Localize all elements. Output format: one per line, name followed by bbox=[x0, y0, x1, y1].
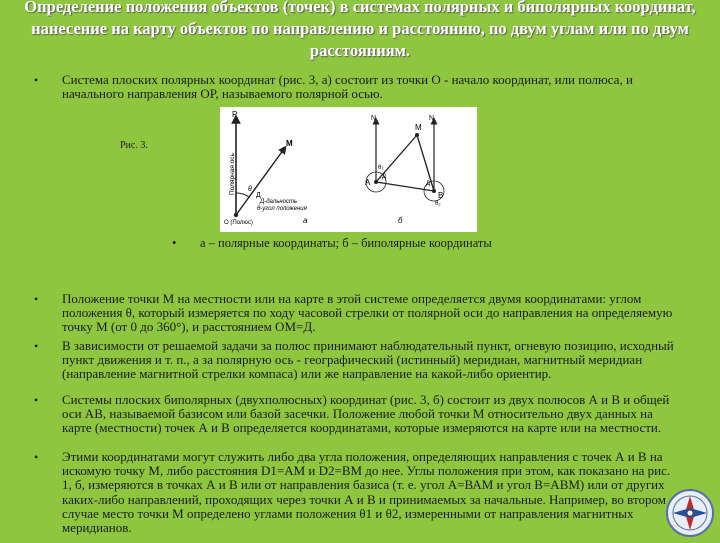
bullet-text-4: Этими координатами могут служить либо два угла положения, определяющих направления с точек А и В на искомую точку М, либо расстояния D1=AM и D2=BM до нее. Углы положения при этом, как показано на рис. 1, б, измеряются в точках А и В или от направления базиса (т. е. угол А=ВАМ и угол В=АВМ) или от других каких-либо направлений, проходящих через точки А и В и принимаемых за начальные. Например, во втором случае место точки М определено углами положения θ1 и θ2, измеренными от направления магнитных меридианов. bbox=[62, 449, 671, 536]
bullet-dot: • bbox=[34, 73, 39, 87]
label-n2: N bbox=[429, 115, 435, 122]
label-d1: Д bbox=[382, 174, 387, 180]
label-dalnost: Д-дальность bbox=[260, 199, 298, 205]
figure-label: Рис. 3. bbox=[120, 140, 148, 151]
label-m: М bbox=[286, 139, 293, 148]
bullet-text-3: Системы плоских биполярных (двухполюсных) координат (рис. 3, б) состоит из двух полюсов А и В и общей оси АВ, называемой базисом или базой засечки. Положение любой точки М относительно двух данных на карте (местности) точек А и В определяется координатами, которые измеряются на карте или на местности. bbox=[62, 392, 670, 436]
label-theta1: θ₁ bbox=[378, 165, 384, 171]
bullet-dot: • bbox=[34, 339, 39, 353]
label-b: В bbox=[438, 191, 444, 200]
bullet-dot: • bbox=[34, 393, 39, 407]
bullet-text-2: В зависимости от решаемой задачи за полюс принимают наблюдательный пункт, огневую позицию, исходный пункт движения и т. п., а за полярную ось - географический (истинный) меридиан, магнитный меридиан (направление магнитной стрелки компаса) или же направление на какой-либо ориентир. bbox=[62, 338, 674, 382]
point-a bbox=[374, 180, 378, 184]
label-theta2: θ₂ bbox=[435, 201, 441, 207]
label-a: А bbox=[365, 178, 371, 187]
label-o: О (Полюс) bbox=[224, 220, 253, 226]
label-ugol: θ-угол положения bbox=[257, 206, 307, 212]
label-sub-a: а bbox=[303, 216, 308, 225]
pole-o bbox=[234, 213, 238, 217]
point-m-b bbox=[415, 133, 419, 137]
label-p: Р bbox=[232, 110, 238, 119]
bullet-dot: • bbox=[34, 292, 39, 306]
bullet-text-1: Положение точки М на местности или на карте в этой системе определяется двумя координатами: углом положения θ, который измеряется по ходу часовой стрелки от полярной оси до направления на определяемую точку М (от 0 до 360°), и расстоянием ОМ=Д. bbox=[62, 291, 673, 335]
caption-text: а – полярные координаты; б – биполярные координаты bbox=[200, 236, 492, 250]
label-m-b: М bbox=[415, 123, 422, 132]
label-d2: Д bbox=[426, 181, 431, 187]
label-d: Д bbox=[256, 192, 261, 199]
label-theta: θ bbox=[248, 186, 252, 193]
label-axis: Полярная ось bbox=[229, 153, 236, 195]
label-n1: N bbox=[371, 115, 377, 122]
slide-title: Определение положения объектов (точек) в системах полярных и биполярных координат, нанесение на карту объектов по направлению и расстоянию, по двум углам или по двум расстояниям. bbox=[24, 0, 696, 60]
label-sub-b: б bbox=[398, 216, 403, 225]
figure-diagram bbox=[220, 107, 477, 232]
emblem-logo bbox=[664, 488, 716, 538]
theta-arc bbox=[236, 193, 249, 197]
bullet-dot: • bbox=[172, 236, 177, 250]
bullet-dot: • bbox=[34, 450, 39, 464]
point-b bbox=[432, 189, 436, 193]
intro-text: Система плоских полярных координат (рис. 3, а) состоит из точки О - начало координат, или полюса, и начального направления ОР, называемого полярной осью. bbox=[62, 72, 633, 102]
